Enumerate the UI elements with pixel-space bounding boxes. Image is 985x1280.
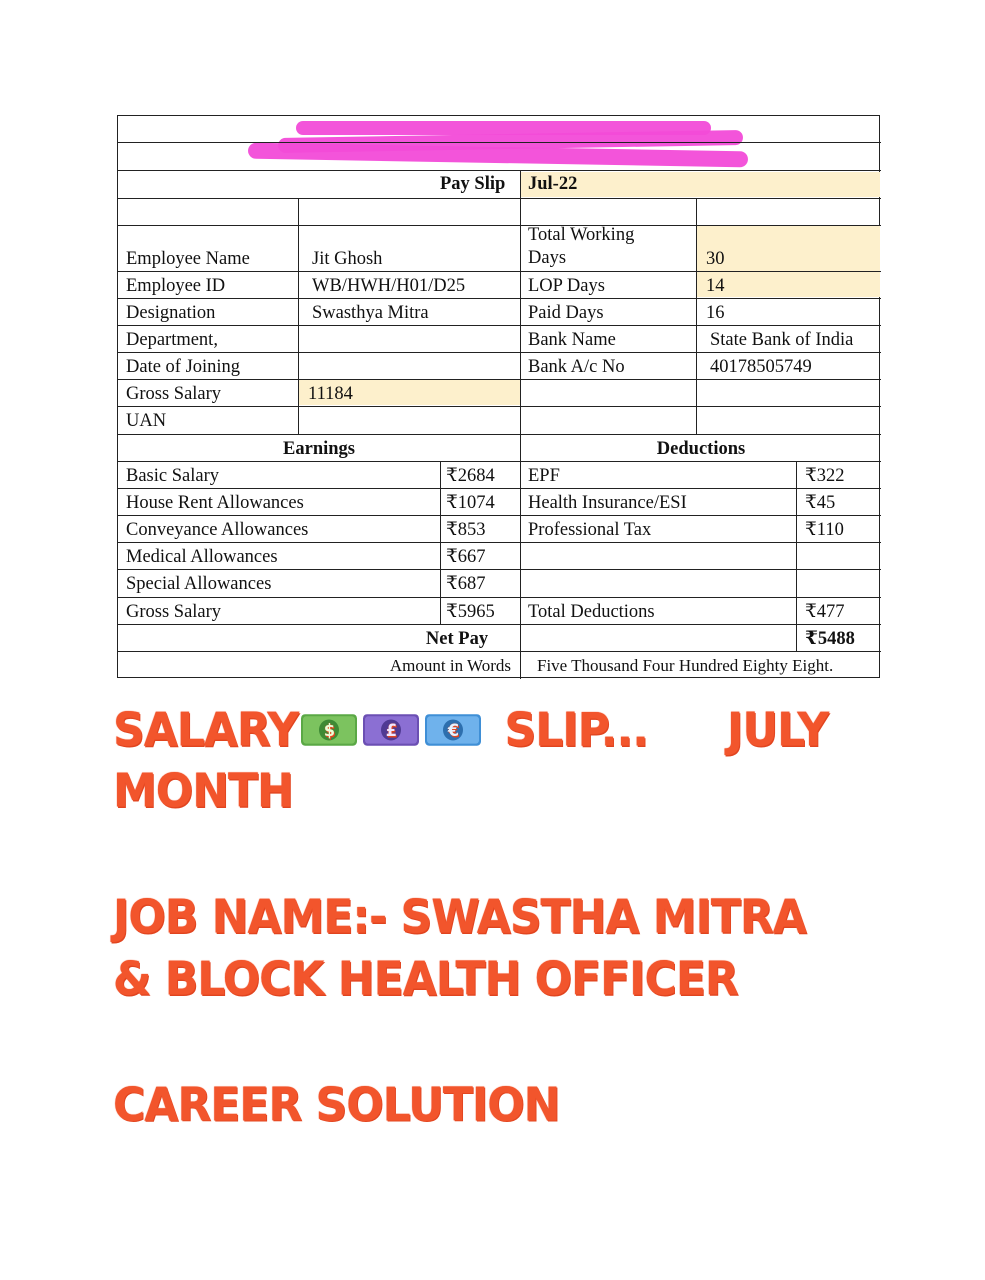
earning-label: Basic Salary bbox=[126, 466, 219, 486]
caption-july: JULY bbox=[727, 703, 829, 758]
earnings-header: Earnings bbox=[283, 439, 355, 459]
attendance-label: Bank A/c No bbox=[528, 357, 625, 377]
employee-label: Department, bbox=[126, 330, 218, 350]
employee-value: Jit Ghosh bbox=[312, 249, 383, 269]
svg-text:$: $ bbox=[324, 720, 335, 741]
pound-banknote-icon bbox=[361, 708, 421, 750]
attendance-label: LOP Days bbox=[528, 276, 605, 296]
earning-amount: ₹2684 bbox=[446, 466, 495, 486]
earning-label: Medical Allowances bbox=[126, 547, 278, 567]
employee-label: Gross Salary bbox=[126, 384, 222, 404]
caption-month: MONTH bbox=[113, 764, 293, 819]
svg-text:€: € bbox=[448, 720, 459, 741]
employee-value: WB/HWH/H01/D25 bbox=[312, 276, 466, 296]
deduction-amount: ₹110 bbox=[805, 520, 844, 540]
caption-salary: SALARY bbox=[113, 703, 299, 758]
earning-amount: ₹687 bbox=[446, 574, 486, 594]
attendance-value: 30 bbox=[706, 249, 725, 269]
employee-label: UAN bbox=[126, 411, 167, 431]
deduction-label: Professional Tax bbox=[528, 520, 652, 540]
earning-amount: ₹853 bbox=[446, 520, 486, 540]
deduction-amount: ₹322 bbox=[805, 466, 845, 486]
attendance-value: State Bank of India bbox=[710, 330, 854, 350]
attendance-label: Days bbox=[528, 248, 567, 268]
dollar-banknote-icon bbox=[299, 708, 359, 750]
earning-amount: ₹1074 bbox=[446, 493, 495, 513]
attendance-value: 16 bbox=[706, 303, 725, 323]
deduction-label: Health Insurance/ESI bbox=[528, 493, 687, 513]
attendance-label: Bank Name bbox=[528, 330, 616, 350]
net-pay-value: ₹5488 bbox=[805, 629, 855, 649]
payslip-table bbox=[117, 115, 880, 678]
caption-line1 bbox=[113, 704, 648, 759]
caption-block-health-officer: & BLOCK HEALTH OFFICER bbox=[113, 952, 738, 1007]
employee-label: Employee Name bbox=[126, 249, 250, 269]
employee-label: Designation bbox=[126, 303, 216, 323]
caption-career-solution: CAREER SOLUTION bbox=[113, 1078, 560, 1133]
employee-value: Swasthya Mitra bbox=[312, 303, 429, 323]
deduction-amount: ₹477 bbox=[805, 602, 845, 622]
attendance-value: 40178505749 bbox=[710, 357, 812, 377]
deductions-header: Deductions bbox=[656, 439, 746, 459]
deduction-label: EPF bbox=[528, 466, 560, 486]
euro-banknote-icon bbox=[423, 708, 483, 750]
employee-label: Date of Joining bbox=[126, 357, 241, 377]
earning-label: Conveyance Allowances bbox=[126, 520, 309, 540]
caption-job-name: JOB NAME:- SWASTHA MITRA bbox=[113, 890, 806, 945]
earning-amount: ₹5965 bbox=[446, 602, 495, 622]
caption-slip: SLIP... bbox=[504, 703, 648, 758]
deduction-amount: ₹45 bbox=[805, 493, 836, 513]
svg-text:£: £ bbox=[386, 720, 397, 741]
words-value: Five Thousand Four Hundred Eighty Eight. bbox=[537, 656, 834, 675]
gross-salary-value: 11184 bbox=[308, 384, 353, 404]
payslip-title: Pay Slip bbox=[440, 174, 506, 194]
net-pay-label: Net Pay bbox=[425, 629, 489, 649]
attendance-value: 14 bbox=[706, 276, 725, 296]
payslip-period: Jul-22 bbox=[528, 174, 578, 194]
attendance-label: Paid Days bbox=[528, 303, 604, 323]
deduction-label: Total Deductions bbox=[528, 602, 655, 622]
earning-label: Gross Salary bbox=[126, 602, 222, 622]
employee-label: Employee ID bbox=[126, 276, 226, 296]
earning-label: Special Allowances bbox=[126, 574, 272, 594]
earning-label: House Rent Allowances bbox=[126, 493, 304, 513]
attendance-label: Total Working bbox=[528, 225, 635, 245]
words-label: Amount in Words bbox=[389, 656, 511, 675]
earning-amount: ₹667 bbox=[446, 547, 486, 567]
